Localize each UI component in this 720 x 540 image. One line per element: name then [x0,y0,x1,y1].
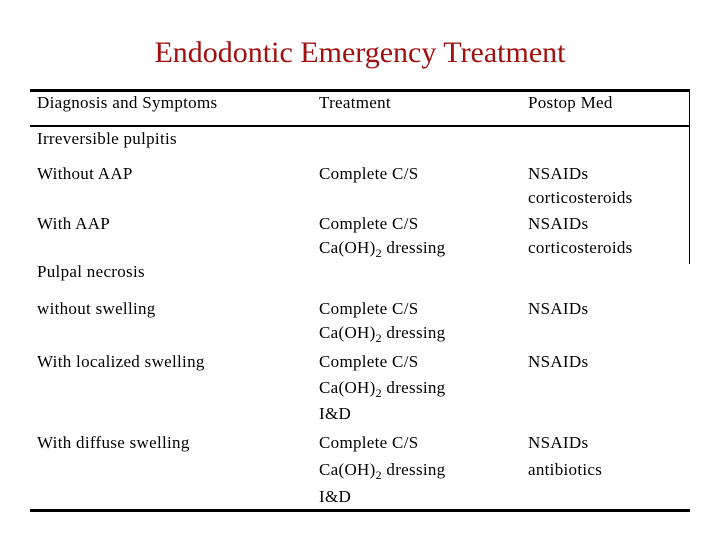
header-diagnosis: Diagnosis and Symptoms [37,93,218,112]
formula-text: Ca(OH) [319,238,376,257]
header-postop-med: Postop Med [528,93,613,112]
dressing-text: dressing [381,323,446,342]
row-treatment-line: Complete C/S [319,433,419,452]
table-right-border [689,89,690,264]
row-treatment-line [319,238,446,263]
row-treatment-line: Complete C/S [319,299,419,318]
row-treatment-line [319,323,446,348]
row-treatment-line: I&D [319,404,352,423]
table-bottom-rule [30,509,690,512]
row-med-line: NSAIDs [528,164,589,183]
row-treatment-line: Complete C/S [319,214,419,233]
formula-text: Ca(OH) [319,460,376,479]
dressing-text: dressing [381,460,446,479]
row-med-line: NSAIDs [528,433,589,452]
formula-text: Ca(OH) [319,323,376,342]
page-title: Endodontic Emergency Treatment [154,36,566,69]
section-label-irreversible-pulpitis: Irreversible pulpitis [37,129,177,148]
row-treatment-line: I&D [319,487,352,506]
row-med-line: NSAIDs [528,299,589,318]
dressing-text: dressing [381,238,446,257]
section-label-pulpal-necrosis: Pulpal necrosis [37,262,145,281]
table-header-rule [30,125,690,127]
formula-subscript: 2 [375,331,382,345]
row-med-line: NSAIDs [528,352,589,371]
row-diagnosis: With diffuse swelling [37,433,190,452]
row-med-line: corticosteroids [528,188,633,207]
row-diagnosis: Without AAP [37,164,133,183]
formula-subscript: 2 [375,468,382,482]
row-treatment-line: Complete C/S [319,352,419,371]
dressing-text: dressing [381,378,446,397]
row-diagnosis: without swelling [37,299,156,318]
row-diagnosis: With AAP [37,214,111,233]
row-treatment-line: Complete C/S [319,164,419,183]
formula-text: Ca(OH) [319,378,376,397]
row-med-line: NSAIDs [528,214,589,233]
row-med-line: corticosteroids [528,238,633,257]
row-diagnosis: With localized swelling [37,352,205,371]
table-top-rule [30,89,690,92]
formula-subscript: 2 [375,246,382,260]
row-treatment-line [319,460,446,485]
formula-subscript: 2 [375,386,382,400]
header-treatment: Treatment [319,93,391,112]
row-treatment-line [319,378,446,403]
row-med-line: antibiotics [528,460,603,479]
